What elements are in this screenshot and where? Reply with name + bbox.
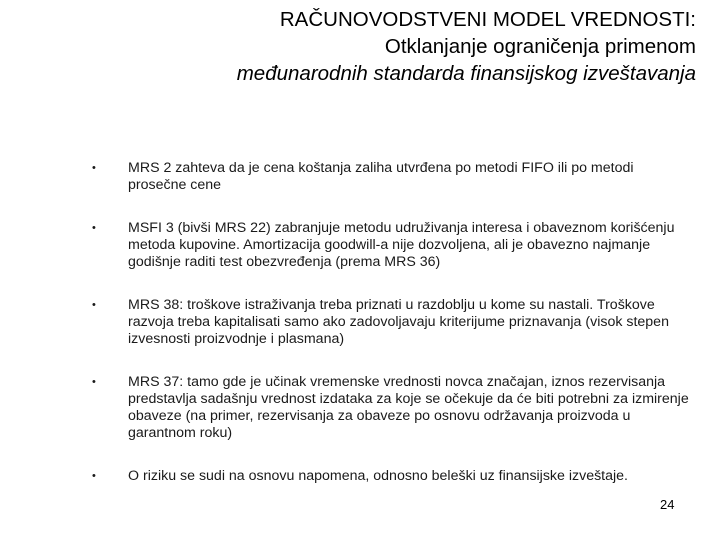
bullet-item-mrs-38 [92,297,692,348]
title-line-2: Otklanjanje ograničenja primenom [384,35,696,58]
bullet-item-risk [92,468,692,485]
bullet-dot-icon: • [92,376,96,388]
bullet-list [92,160,692,485]
bullet-dot-icon: • [92,299,96,311]
bullet-text: MSFI 3 (bivši MRS 22) zabranjuje metodu udruživanja interesa i obaveznom korišćenju metoda kupovine. Amortizacija goodwill-a nije dozvoljena, ali je obavezno najmanje godišnje raditi test obezvređenja (prema MRS 36) [128,220,675,270]
bullet-text: MRS 37: tamo gde je učinak vremenske vrednosti novca značajan, iznos rezervisanja predstavlja sadašnju vrednost izdataka za koje se očekuje da će biti potrebni za izmirenje obaveze (na primer, rezervisanja za obaveze po osnovu održavanja proizvoda u garantnom roku) [128,374,689,441]
bullet-item-msfi-3 [92,220,692,271]
bullet-dot-icon: • [92,222,96,234]
bullet-item-mrs-37 [92,374,692,442]
bullet-dot-icon: • [92,162,96,174]
title-line-3: međunarodnih standarda finansijskog izveštavanja [236,62,696,85]
bullet-item-mrs-2 [92,160,692,194]
bullet-text: MRS 38: troškove istraživanja treba priznati u razdoblju u kome su nastali. Troškove razvoja treba kapitalisati samo ako zadovoljavaju kriterijume priznavanja (visok stepen izvesnosti proizvodnje i plasmana) [128,297,669,347]
bullet-text: MRS 2 zahteva da je cena koštanja zaliha utvrđena po metodi FIFO ili po metodi prosečne cene [128,160,634,193]
page-number: 24 [660,497,675,512]
title-line-1: RAČUNOVODSTVENI MODEL VREDNOSTI: [279,8,696,31]
bullet-text: O riziku se sudi na osnovu napomena, odnosno beleški uz finansijske izveštaje. [128,468,628,484]
slide-title [36,6,696,87]
bullet-dot-icon: • [92,470,96,482]
